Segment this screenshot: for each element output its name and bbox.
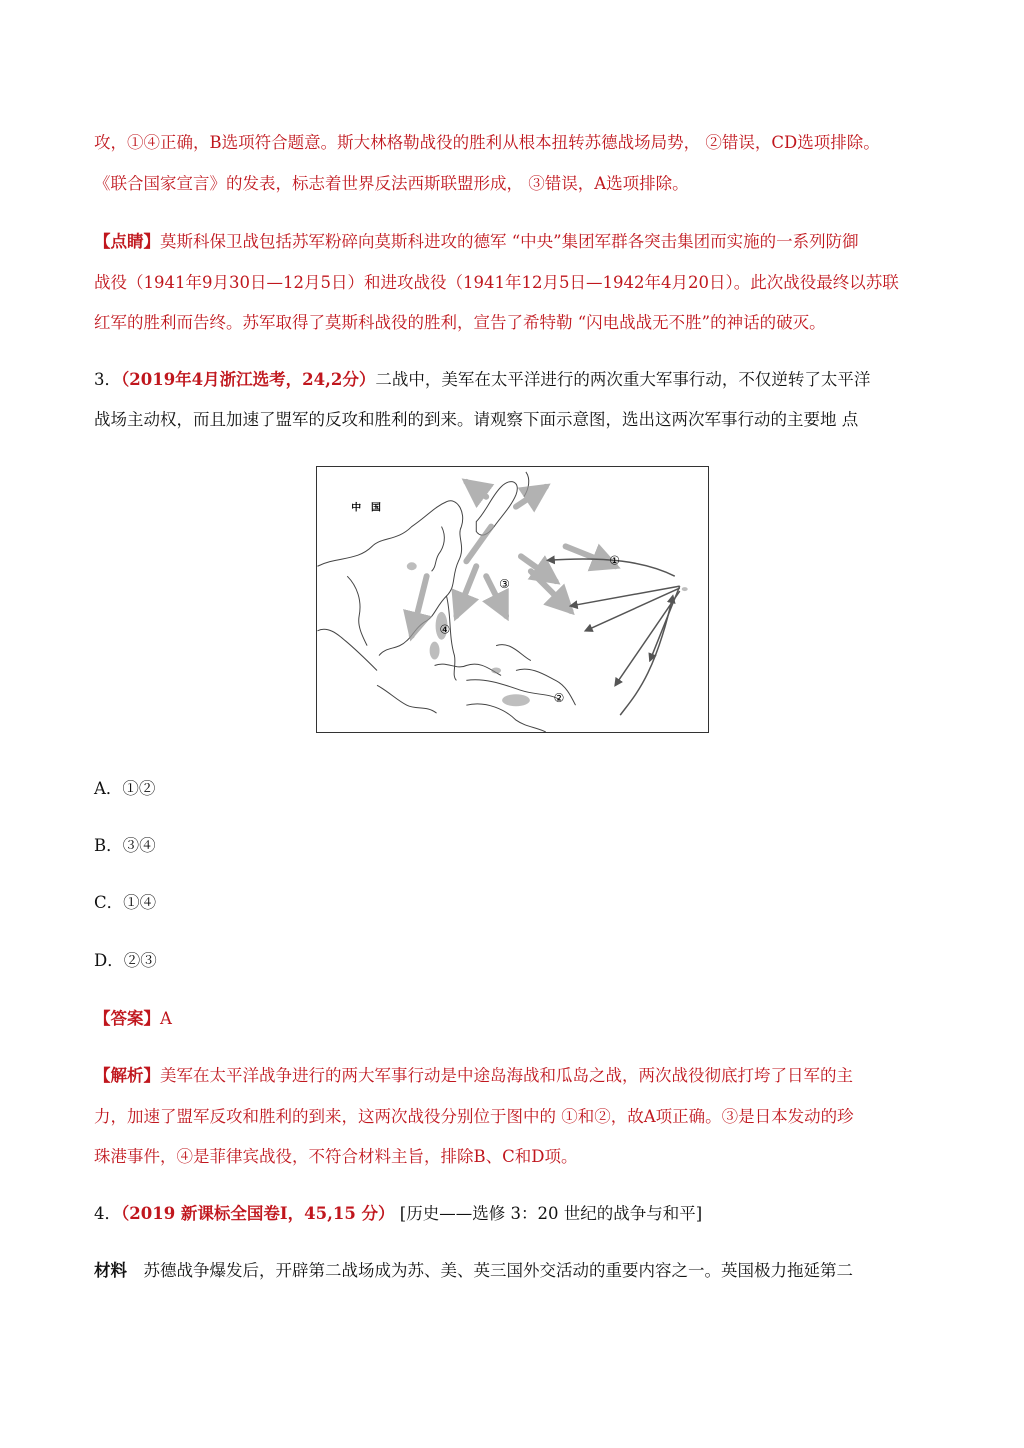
question-4-material-line	[94, 1261, 853, 1281]
explanation-continued-line-1: 攻，①④正确，B选项符合题意。斯大林格勒战役的胜利从根本扭转苏德战场局势， ②错误，CD选项排除。	[94, 133, 880, 152]
question-4-number: 4．	[94, 1204, 121, 1223]
map-marker-1: ①	[609, 553, 620, 568]
analysis-line-2: 力，加速了盟军反攻和胜利的到来，这两次战役分别位于图中的 ①和②，故A项正确。③是日本发动的珍	[94, 1107, 854, 1126]
question-3-stem-text-1: 二战中，美军在太平洋进行的两次重大军事行动，不仅逆转了太平洋	[375, 370, 871, 389]
map-drawing	[317, 467, 708, 732]
question-4-header	[94, 1204, 702, 1224]
answer-line	[94, 1009, 172, 1029]
answer-tag: 【答案】	[94, 1009, 160, 1028]
option-d-text: ②③	[123, 951, 157, 970]
option-a	[94, 779, 155, 799]
question-3-stem-line-2: 战场主动权，而且加速了盟军的反攻和胜利的到来。请观察下面示意图，选出这两次军事行动的主要地 点	[94, 410, 859, 429]
map-marker-2: ②	[553, 691, 565, 706]
pacific-war-map	[316, 466, 709, 733]
dianjing-line-2: 战役（1941年9月30日—12月5日）和进攻战役（1941年12月5日—1942年4月20日）。此次战役最终以苏联	[94, 273, 899, 292]
option-a-letter: A．	[94, 779, 123, 798]
option-c-text: ①④	[123, 893, 157, 912]
dianjing-tag: 【点睛】	[94, 232, 160, 251]
map-label-china: 中 国	[351, 502, 381, 514]
question-3-number: 3．	[94, 370, 121, 389]
dianjing-line-1	[94, 232, 859, 252]
answer-value: A	[160, 1009, 172, 1028]
option-b-letter: B．	[94, 836, 123, 855]
analysis-line-3: 珠港事件，④是菲律宾战役，不符合材料主旨，排除B、C和D项。	[94, 1147, 578, 1166]
option-c-letter: C．	[94, 893, 124, 912]
option-b	[94, 836, 156, 856]
material-tag: 材料	[94, 1261, 127, 1280]
option-a-text: ①②	[122, 779, 156, 798]
dianjing-line-3: 红军的胜利而告终。苏军取得了莫斯科战役的胜利，宣告了希特勒 “闪电战战无不胜”的神话的破灭。	[94, 313, 826, 332]
question-3-source: （2019年4月浙江选考，24,2分）	[121, 370, 376, 389]
question-4-topic: [历史——选修 3：20 世纪的战争与和平]	[394, 1204, 703, 1223]
map-marker-4: ④	[439, 622, 451, 637]
dianjing-text-1: 莫斯科保卫战包括苏军粉碎向莫斯科进攻的德军 “中央”集团军群各突击集团而实施的一系列防御	[160, 232, 859, 251]
explanation-continued-line-2: 《联合国家宣言》的发表，标志着世界反法西斯联盟形成， ③错误，A选项排除。	[94, 174, 689, 193]
analysis-text-1: 美军在太平洋战争进行的两大军事行动是中途岛海战和瓜岛之战，两次战役彻底打垮了日军的主	[160, 1066, 853, 1085]
question-4-source: （2019 新课标全国卷I，45,15 分）	[121, 1204, 395, 1223]
analysis-line-1	[94, 1066, 853, 1086]
analysis-tag: 【解析】	[94, 1066, 160, 1085]
option-d	[94, 951, 157, 971]
option-c	[94, 893, 156, 913]
map-marker-3: ③	[499, 577, 510, 592]
question-3-stem-line-1	[94, 370, 870, 390]
material-text: 苏德战争爆发后，开辟第二战场成为苏、美、英三国外交活动的重要内容之一。英国极力拖延第二	[127, 1261, 853, 1280]
option-b-text: ③④	[122, 836, 156, 855]
option-d-letter: D．	[94, 951, 124, 970]
